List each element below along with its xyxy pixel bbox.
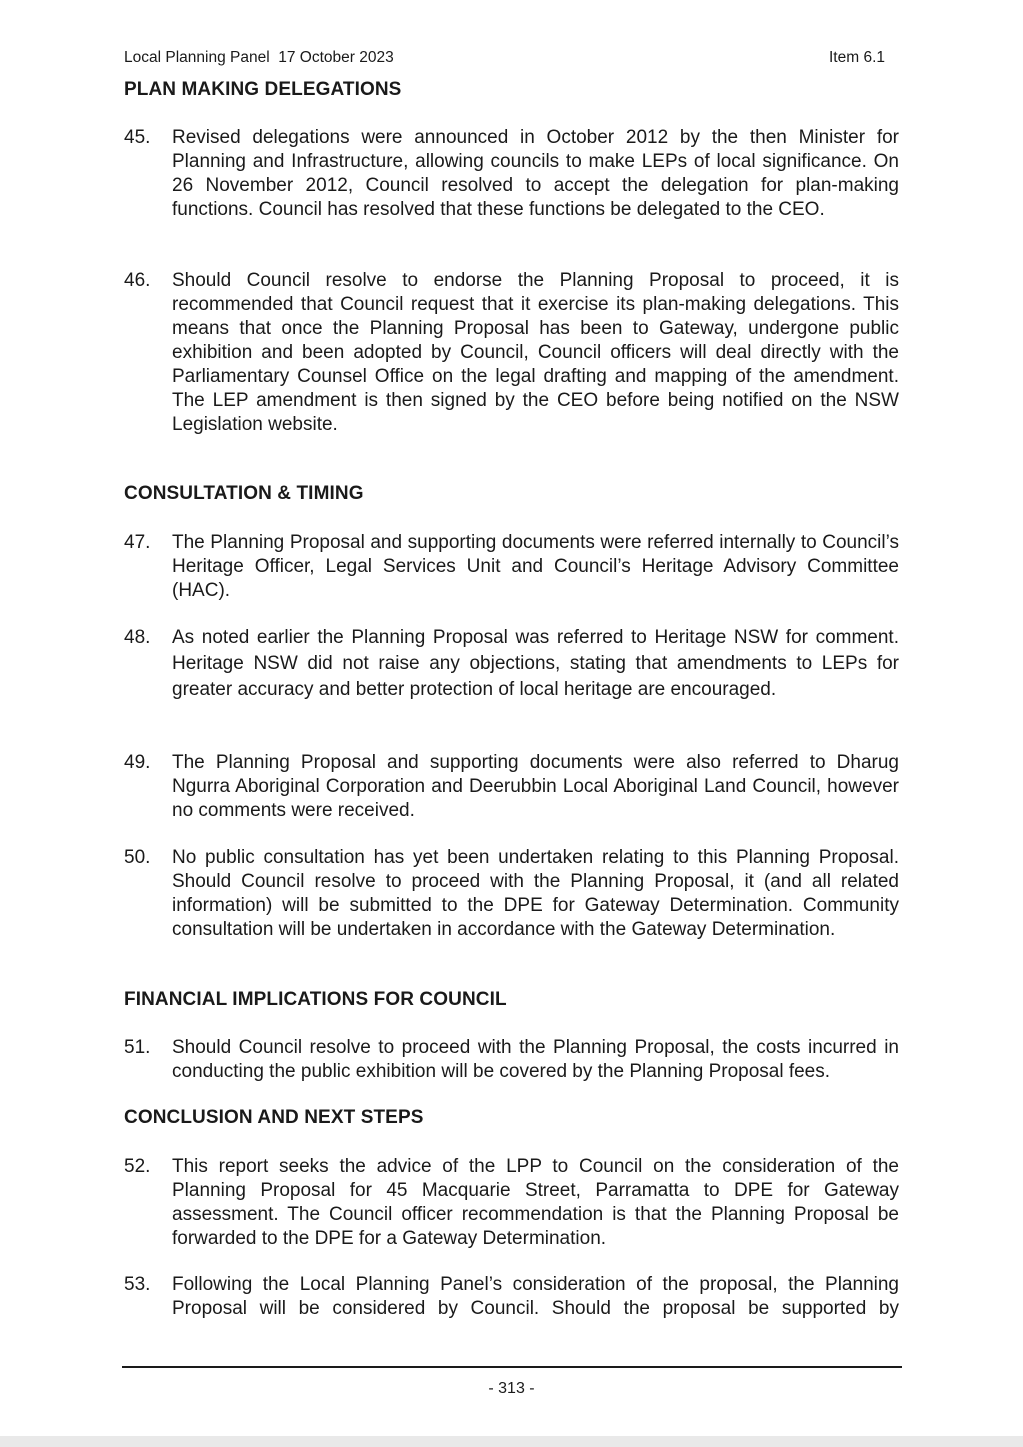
- paragraph-number: 52.: [124, 1156, 151, 1177]
- paragraph-number: 50.: [124, 847, 151, 868]
- paragraph-text: The Planning Proposal and supporting documents were also referred to Dharug Ngurra Aboriginal Corporation and Deerubbin Local Aboriginal Land Council, however no comments were received.: [172, 752, 899, 821]
- paragraph-52: [124, 1155, 899, 1251]
- section-heading-conclusion: CONCLUSION AND NEXT STEPS: [124, 1107, 424, 1128]
- paragraph-45: [124, 126, 899, 222]
- paragraph-number: 46.: [124, 270, 151, 291]
- paragraph-text: Should Council resolve to endorse the Planning Proposal to proceed, it is recommended that Council request that it exercise its plan-making delegations. This means that once the Planning Proposal has been to Gateway, undergone public exhibition and been adopted by Council, Council officers will deal directly with the Parliamentary Counsel Office on the legal drafting and mapping of the amendment. The LEP amendment is then signed by the CEO before being notified on the NSW Legislation website.: [172, 270, 899, 435]
- paragraph-number: 45.: [124, 127, 151, 148]
- paragraph-text: Should Council resolve to proceed with the Planning Proposal, the costs incurred in conducting the public exhibition will be covered by the Planning Proposal fees.: [172, 1037, 899, 1082]
- paragraph-number: 49.: [124, 752, 151, 773]
- paragraph-text: No public consultation has yet been undertaken relating to this Planning Proposal. Should Council resolve to proceed with the Planning Proposal, it (and all related information) will be submitted to the DPE for Gateway Determination. Community consultation will be undertaken in accordance with the Gateway Determination.: [172, 847, 899, 940]
- paragraph-47: [124, 531, 899, 603]
- paragraph-number: 51.: [124, 1037, 151, 1058]
- section-heading-consultation: CONSULTATION & TIMING: [124, 483, 364, 504]
- paragraph-number: 53.: [124, 1274, 151, 1295]
- section-heading-plan-making: PLAN MAKING DELEGATIONS: [124, 79, 402, 100]
- header-item-number: Item 6.1: [829, 49, 885, 66]
- section-heading-financial: FINANCIAL IMPLICATIONS FOR COUNCIL: [124, 989, 507, 1010]
- paragraph-46: [124, 269, 899, 437]
- paragraph-text: This report seeks the advice of the LPP to Council on the consideration of the Planning Proposal for 45 Macquarie Street, Parramatta to DPE for Gateway assessment. The Council officer recommendation is that the Planning Proposal be forwarded to the DPE for a Gateway Determination.: [172, 1156, 899, 1249]
- paragraph-text: As noted earlier the Planning Proposal was referred to Heritage NSW for comment. Heritage NSW did not raise any objections, stating that amendments to LEPs for greater accuracy and better protection of local heritage are encouraged.: [172, 627, 899, 700]
- paragraph-49: [124, 751, 899, 823]
- paragraph-text: Revised delegations were announced in October 2012 by the then Minister for Planning and Infrastructure, allowing councils to make LEPs of local significance. On 26 November 2012, Council resolved to accept the delegation for plan-making functions. Council has resolved that these functions be delegated to the CEO.: [172, 127, 899, 220]
- paragraph-text: Following the Local Planning Panel’s consideration of the proposal, the Planning Proposal will be considered by Council. Should the proposal be supported by: [172, 1274, 899, 1319]
- paragraph-51: [124, 1036, 899, 1084]
- paragraph-number: 48.: [124, 627, 151, 648]
- paragraph-48: [124, 625, 899, 703]
- page-number: - 313 -: [488, 1380, 535, 1397]
- paragraph-53: [124, 1273, 899, 1321]
- paragraph-text: The Planning Proposal and supporting documents were referred internally to Council’s Heritage Officer, Legal Services Unit and Council’s Heritage Advisory Committee (HAC).: [172, 532, 899, 601]
- paragraph-50: [124, 846, 899, 942]
- scan-edge: [0, 1436, 1023, 1447]
- header-meeting-info: Local Planning Panel 17 October 2023: [124, 49, 394, 66]
- footer-rule: [122, 1366, 902, 1368]
- paragraph-number: 47.: [124, 532, 151, 553]
